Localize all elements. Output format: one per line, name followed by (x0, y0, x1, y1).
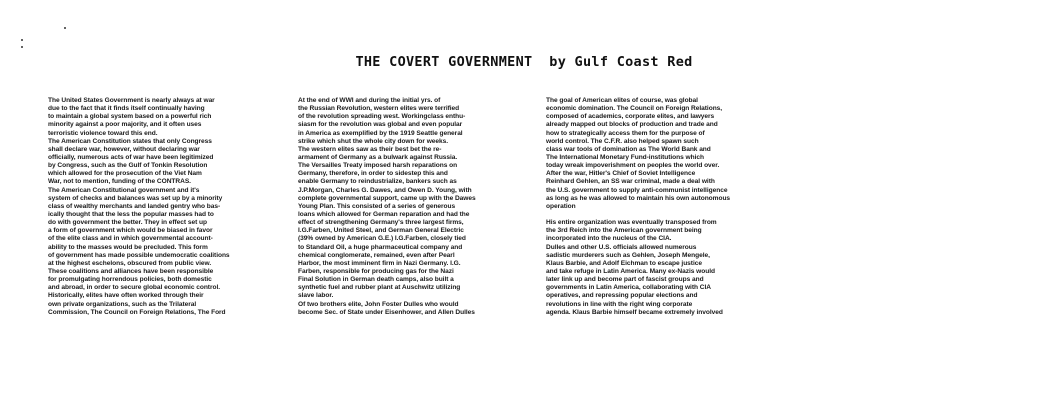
text-line: J.P.Morgan, Charles G. Dawes, and Owen D. Young, with (298, 186, 472, 194)
text-line: a form of government which would be biased in favor (48, 227, 213, 235)
text-column-1 (48, 97, 296, 317)
text-line: ically thought that the less the popular masses had to (48, 210, 214, 218)
text-line: Germany, therefore, in order to sidestep this and (298, 170, 448, 178)
text-line: effect of strengthening Germany's three largest firms, (298, 219, 464, 227)
text-line: at the highest eschelons, obscured from public view. (48, 259, 212, 267)
text-line: become Sec. of State under Eisenhower, and Allen Dulles (298, 308, 475, 316)
text-line: agenda. Klaus Barbie himself became extremely involved (546, 308, 723, 316)
text-line: later link up and become part of fascist groups and (546, 276, 704, 284)
text-line: own private organizations, such as the Trilateral (48, 300, 197, 308)
text-line: Farben, responsible for producing gas for the Nazi (298, 267, 454, 275)
text-line: The goal of American elites of course, was global (546, 97, 698, 104)
text-line: Dulles and other U.S. officials allowed numerous (546, 243, 697, 251)
text-line: The Versailles Treaty imposed harsh reparations on (298, 162, 458, 170)
text-line: operation (546, 202, 576, 210)
text-line: do with government the better. They in effect set up (48, 219, 207, 227)
text-column-2 (298, 97, 546, 317)
text-line: to Standard Oil, a huge pharmaceutical company and (298, 243, 463, 251)
text-line: of government has made possible undemocratic coalitions (48, 251, 230, 259)
text-line: today wreak impoverishment on peoples the world over. (546, 162, 720, 170)
text-line: War, not to mention, funding of the CONTRAS. (48, 178, 191, 186)
text-line: class of wealthy merchants and landed gentry who bas- (48, 202, 221, 210)
text-line: (39% owned by American G.E.) I.G.Farben, closely tied (298, 235, 466, 243)
text-line: minority against a poor majority, and it often uses (48, 121, 202, 129)
scan-speck (64, 27, 66, 29)
text-line: The American Constitution states that only Congress (48, 137, 212, 145)
text-line: slave labor. (298, 292, 334, 300)
text-line: chemical conglomerate, remained, even after Pearl (298, 251, 455, 259)
text-line: the 3rd Reich into the American government being (546, 227, 702, 235)
text-line: ability to the masses would be precluded. This form (48, 243, 208, 251)
scan-speck (21, 39, 23, 41)
text-line: economic domination. The Council on Foreign Relations, (546, 105, 723, 113)
text-line: as long as he was allowed to maintain his own autonomous (546, 194, 731, 202)
text-line: His entire organization was eventually transposed from (546, 219, 717, 227)
text-line: shall declare war, however, without declaring war (48, 145, 200, 153)
text-line: At the end of WWI and during the initial yrs. of (298, 97, 441, 104)
text-line: The International Monetary Fund-institutions which (546, 153, 704, 161)
text-line: of the revolution spreading west. Workingclass enthu- (298, 113, 466, 121)
text-line: how to strategically access them for the purpose of (546, 129, 705, 137)
text-line: After the war, Hitler's Chief of Soviet Intelligence (546, 170, 696, 178)
text-line: Klaus Barbie, and Adolf Eichman to escape justice (546, 259, 702, 267)
text-line: enable Germany to reindustrialize, bankers such as (298, 178, 457, 186)
text-line: synthetic fuel and rubber plant at Auschwitz utilizing (298, 284, 461, 292)
text-line: composed of academics, corporate elites, and lawyers (546, 113, 715, 121)
text-line: sadistic murderers such as Gehlen, Joseph Mengele, (546, 251, 710, 259)
text-line: The American Constitutional government and it's (48, 186, 200, 194)
text-line: Final Solution in German death camps, also built a (298, 276, 454, 284)
text-line: complete governmental support, came up with the Dawes (298, 194, 476, 202)
text-line: I.G.Farben, United Steel, and German General Electric (298, 227, 464, 235)
text-line: due to the fact that it finds itself continually having (48, 105, 205, 113)
text-line: loans which allowed for German reparation and had the (298, 210, 470, 218)
text-line: Commission, The Council on Foreign Relations, The Ford (48, 308, 226, 316)
text-line: the U.S. government to supply anti-communist intelligence (546, 186, 728, 194)
text-line: terroristic violence toward this end. (48, 129, 158, 137)
paragraph-gap (546, 211, 786, 219)
text-line: Harbor, the most imminent firm in Nazi Germany. I.G. (298, 259, 461, 267)
text-line: siasm for the revolution was global and even popular (298, 121, 463, 129)
text-line: to maintain a global system based on a powerful rich (48, 113, 212, 121)
text-line: of the elite class and in which governmental account- (48, 235, 213, 243)
text-line: world control. The C.F.R. also helped spawn such (546, 137, 699, 145)
text-line: system of checks and balances was set up by a minority (48, 194, 223, 202)
text-line: revolutions in line with the right wing corporate (546, 300, 693, 308)
text-line: and abroad, in order to secure global economic control. (48, 284, 221, 292)
text-column-3 (546, 97, 786, 317)
text-line: Of two brothers elite, John Foster Dulles who would (298, 300, 459, 308)
text-line: for promulgating horrendous policies, both domestic (48, 276, 212, 284)
document-title: THE COVERT GOVERNMENT by Gulf Coast Red (355, 54, 693, 70)
text-line: already mapped out blocks of production and trade and (546, 121, 718, 129)
text-line: officially, numerous acts of war have been legitimized (48, 153, 214, 161)
text-line: The United States Government is nearly always at war (48, 97, 215, 104)
text-line: in America as exemplified by the 1919 Seattle general (298, 129, 463, 137)
text-line: strike which shut the whole city down for weeks. (298, 137, 449, 145)
text-line: Reinhard Gehlen, an SS war criminal, made a deal with (546, 178, 715, 186)
text-line: by Congress, such as the Gulf of Tonkin Resolution (48, 162, 208, 170)
text-line: These coalitions and alliances have been responsible (48, 267, 214, 275)
text-line: governments in Latin America, collaborating with CIA (546, 284, 711, 292)
text-line: Young Plan. This consisted of a series of generous (298, 202, 456, 210)
text-line: and take refuge in Latin America. Many ex-Nazis would (546, 267, 715, 275)
text-line: armament of Germany as a bulwark against Russia. (298, 153, 458, 161)
text-line: Historically, elites have often worked through their (48, 292, 204, 300)
text-line: incorporated into the nucleus of the CIA. (546, 235, 672, 243)
text-line: the Russian Revolution, western elites were terrified (298, 105, 460, 113)
text-line: class war tools of domination as The World Bank and (546, 145, 711, 153)
scan-speck (21, 46, 23, 48)
text-line: operatives, and repressing popular elections and (546, 292, 698, 300)
text-line: which allowed for the prosecution of the Viet Nam (48, 170, 202, 178)
text-line: The western elites saw as their best bet the re- (298, 145, 442, 153)
